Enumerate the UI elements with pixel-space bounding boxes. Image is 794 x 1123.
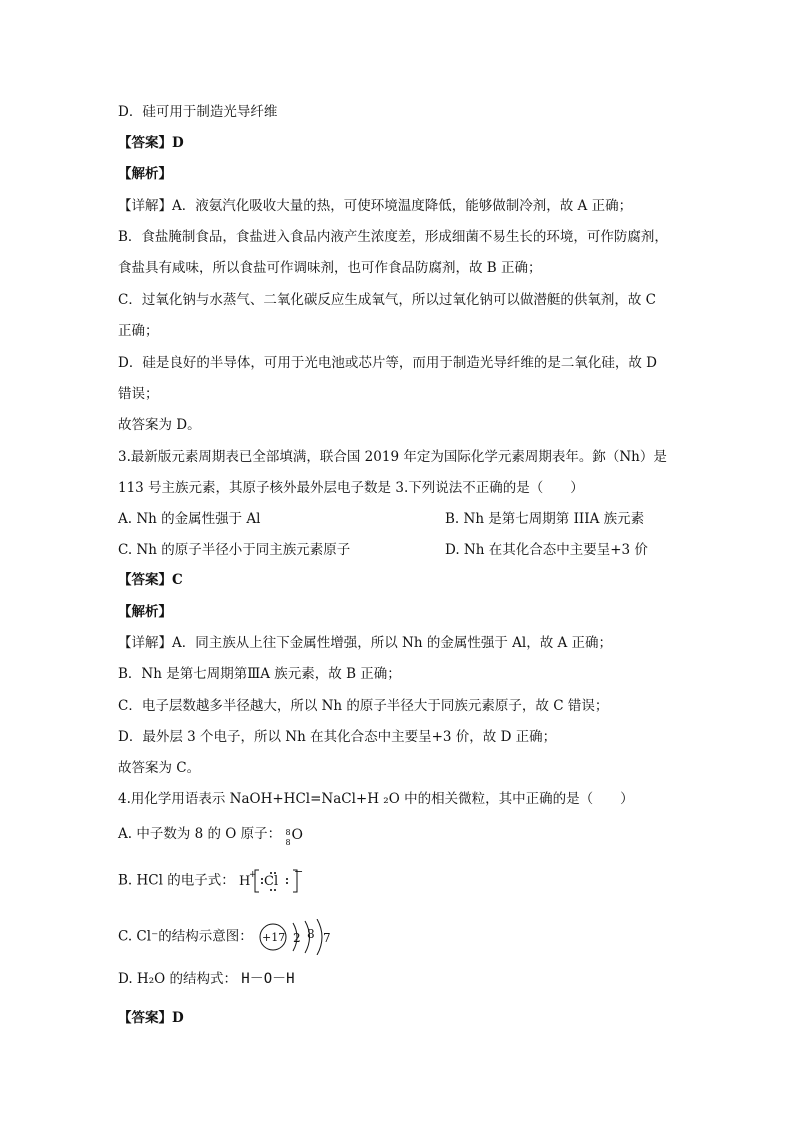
question-4-stem: 4.用化学用语表示 NaOH+HCl=NaCl+H ₂O 中的相关微粒，其中正确的是（ ） <box>118 791 634 807</box>
question-4-option-d <box>118 970 295 988</box>
question-4-option-b <box>118 865 304 894</box>
detail-line: 【详解】A．同主族从上往下金属性增强，所以 Nh 的金属性强于 Al，故 A 正确； <box>118 635 613 651</box>
question-3-stem: 3.最新版元素周期表已全部填满，联合国 2019 年定为国际化学元素周期表年。鉨（Nh）是 <box>118 449 667 465</box>
detail-line: 错误； <box>118 386 159 402</box>
question-3-stem: 113 号主族元素，其原子核外最外层电子数是 3.下列说法不正确的是（ ） <box>118 480 584 496</box>
option-c-text: C. Cl⁻的结构示意图： <box>118 928 253 945</box>
question-3-option-a: A. Nh 的金属性强于 Al <box>118 511 261 527</box>
detail-line: B．食盐腌制食品，食盐进入食品内液产生浓度差，形成细菌不易生长的环境，可作防腐剂， <box>118 229 668 245</box>
hcl-plus: + <box>249 870 257 880</box>
hcl-h: H <box>239 874 251 889</box>
hcl-cl: Cl <box>264 874 279 889</box>
answer-label: 【答案】D <box>118 135 184 151</box>
detail-line: 正确； <box>118 323 159 339</box>
detail-line: C．电子层数越多半径越大，所以 Nh 的原子半径大于同族元素原子，故 C 错误； <box>118 698 609 714</box>
detail-line: D．最外层 3 个电子，所以 Nh 在其化合态中主要呈+3 价，故 D 正确； <box>118 729 557 745</box>
shell-1-count: 2 <box>293 931 301 945</box>
detail-line: 食盐具有咸味，所以食盐可作调味剂，也可作食品防腐剂，故 B 正确； <box>118 260 542 276</box>
atom-structure-diagram <box>257 919 339 955</box>
option-d-prev: D．硅可用于制造光导纤维 <box>118 104 278 120</box>
question-3-option-d: D. Nh 在其化合态中主要呈+3 价 <box>445 542 648 558</box>
question-4-option-a <box>118 825 303 847</box>
shell-3-count: 7 <box>323 931 331 945</box>
shell-2-count: 8 <box>307 927 315 941</box>
question-4-option-c <box>118 919 339 955</box>
summary-line: 故答案为 D。 <box>118 417 201 433</box>
detail-line: 【详解】A．液氨汽化吸收大量的热，可使环境温度降低，能够做制冷剂，故 A 正确； <box>118 198 633 214</box>
option-b-text: B. HCl 的电子式： <box>118 872 235 889</box>
element-symbol: O <box>291 826 303 843</box>
question-3-option-b: B. Nh 是第七周期第 IIIA 族元素 <box>445 511 645 527</box>
analysis-label: 【解析】 <box>118 166 172 182</box>
answer-label: 【答案】D <box>118 1010 184 1026</box>
detail-line: B．Nh 是第七周期第ⅢA 族元素，故 B 正确； <box>118 666 401 682</box>
atomic-number: 8 <box>285 837 291 847</box>
mass-number: 8 <box>285 827 291 837</box>
detail-line: D．硅是良好的半导体，可用于光电池或芯片等，而用于制造光导纤维的是二氧化硅，故 D <box>118 355 657 371</box>
detail-line: C．过氧化钠与水蒸气、二氧化碳反应生成氧气，所以过氧化钠可以做潜艇的供氧剂，故 C <box>118 292 656 308</box>
summary-line: 故答案为 C。 <box>118 760 201 776</box>
answer-label: 【答案】C <box>118 572 183 588</box>
hcl-minus: − <box>294 865 304 878</box>
structural-formula: H－O－H <box>241 971 295 987</box>
analysis-label: 【解析】 <box>118 604 172 620</box>
question-3-option-c: C. Nh 的原子半径小于同主族元素原子 <box>118 542 351 558</box>
electron-formula <box>239 865 304 894</box>
option-d-text: D. H₂O 的结构式： <box>118 971 237 987</box>
nuclide-symbol <box>285 826 303 847</box>
nucleus-charge: +17 <box>262 931 286 944</box>
option-a-text: A. 中子数为 8 的 O 原子： <box>118 826 282 842</box>
